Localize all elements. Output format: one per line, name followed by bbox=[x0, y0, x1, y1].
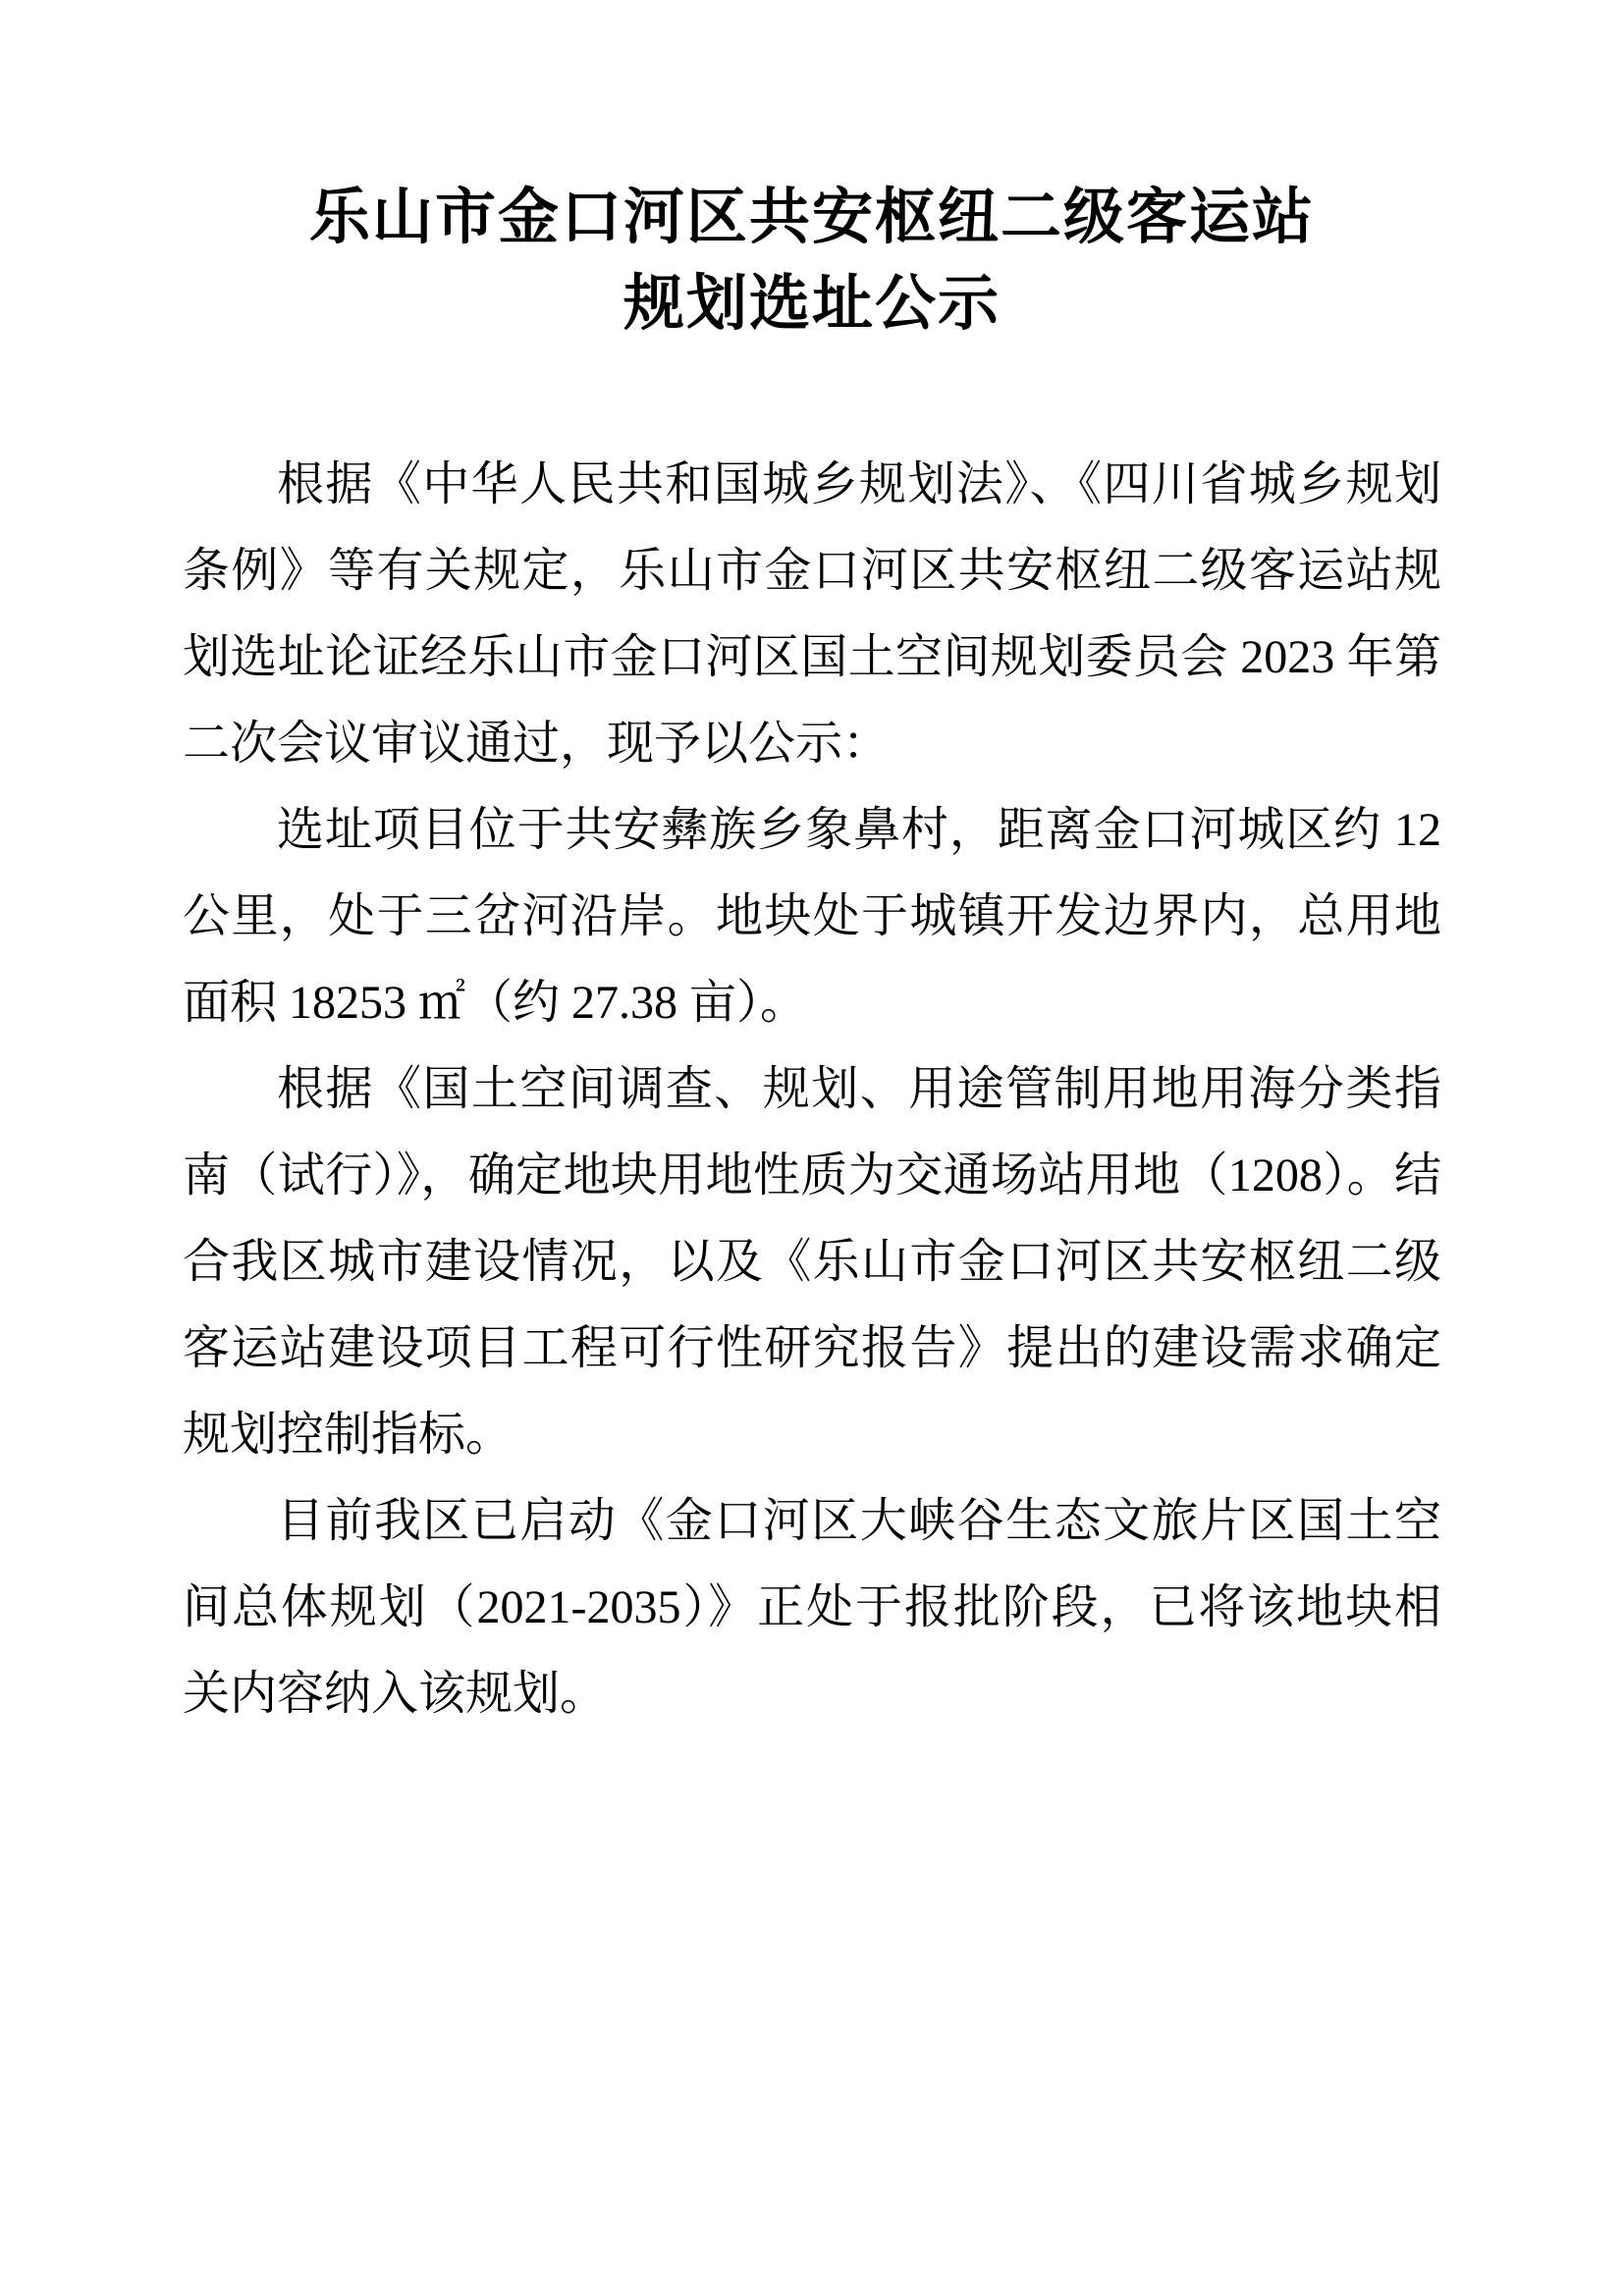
paragraph-planning-status: 目前我区已启动《金口河区大峡谷生态文旅片区国土空间总体规划（2021-2035）》正处于报批阶段，已将该地块相关内容纳入该规划。 bbox=[183, 1495, 1441, 1721]
document-title-line-2: 规划选址公示 bbox=[623, 270, 1001, 339]
paragraph-site-location: 选址项目位于共安彝族乡象鼻村，距离金口河城区约 12 公里，处于三岔河沿岸。地块处于城镇开发边界内，总用地面积 18253 ㎡（约 27.38 亩）。 bbox=[183, 804, 1441, 1030]
document-title bbox=[183, 175, 1441, 347]
document-body bbox=[183, 442, 1441, 1737]
document-title-line-1: 乐山市金口河区共安枢纽二级客运站 bbox=[308, 184, 1315, 251]
paragraph-land-use: 根据《国土空间调查、规划、用途管制用地用海分类指南（试行）》，确定地块用地性质为交通场站用地（1208）。结合我区城市建设情况，以及《乐山市金口河区共安枢纽二级客运站建设项目工程可行性研究报告》提出的建设需求确定规划控制指标。 bbox=[183, 1063, 1441, 1462]
paragraph-legal-basis: 根据《中华人民共和国城乡规划法》、《四川省城乡规划条例》等有关规定，乐山市金口河区共安枢纽二级客运站规划选址论证经乐山市金口河区国土空间规划委员会 2023 年第二次会议审议通过，现予以公示： bbox=[183, 458, 1441, 771]
